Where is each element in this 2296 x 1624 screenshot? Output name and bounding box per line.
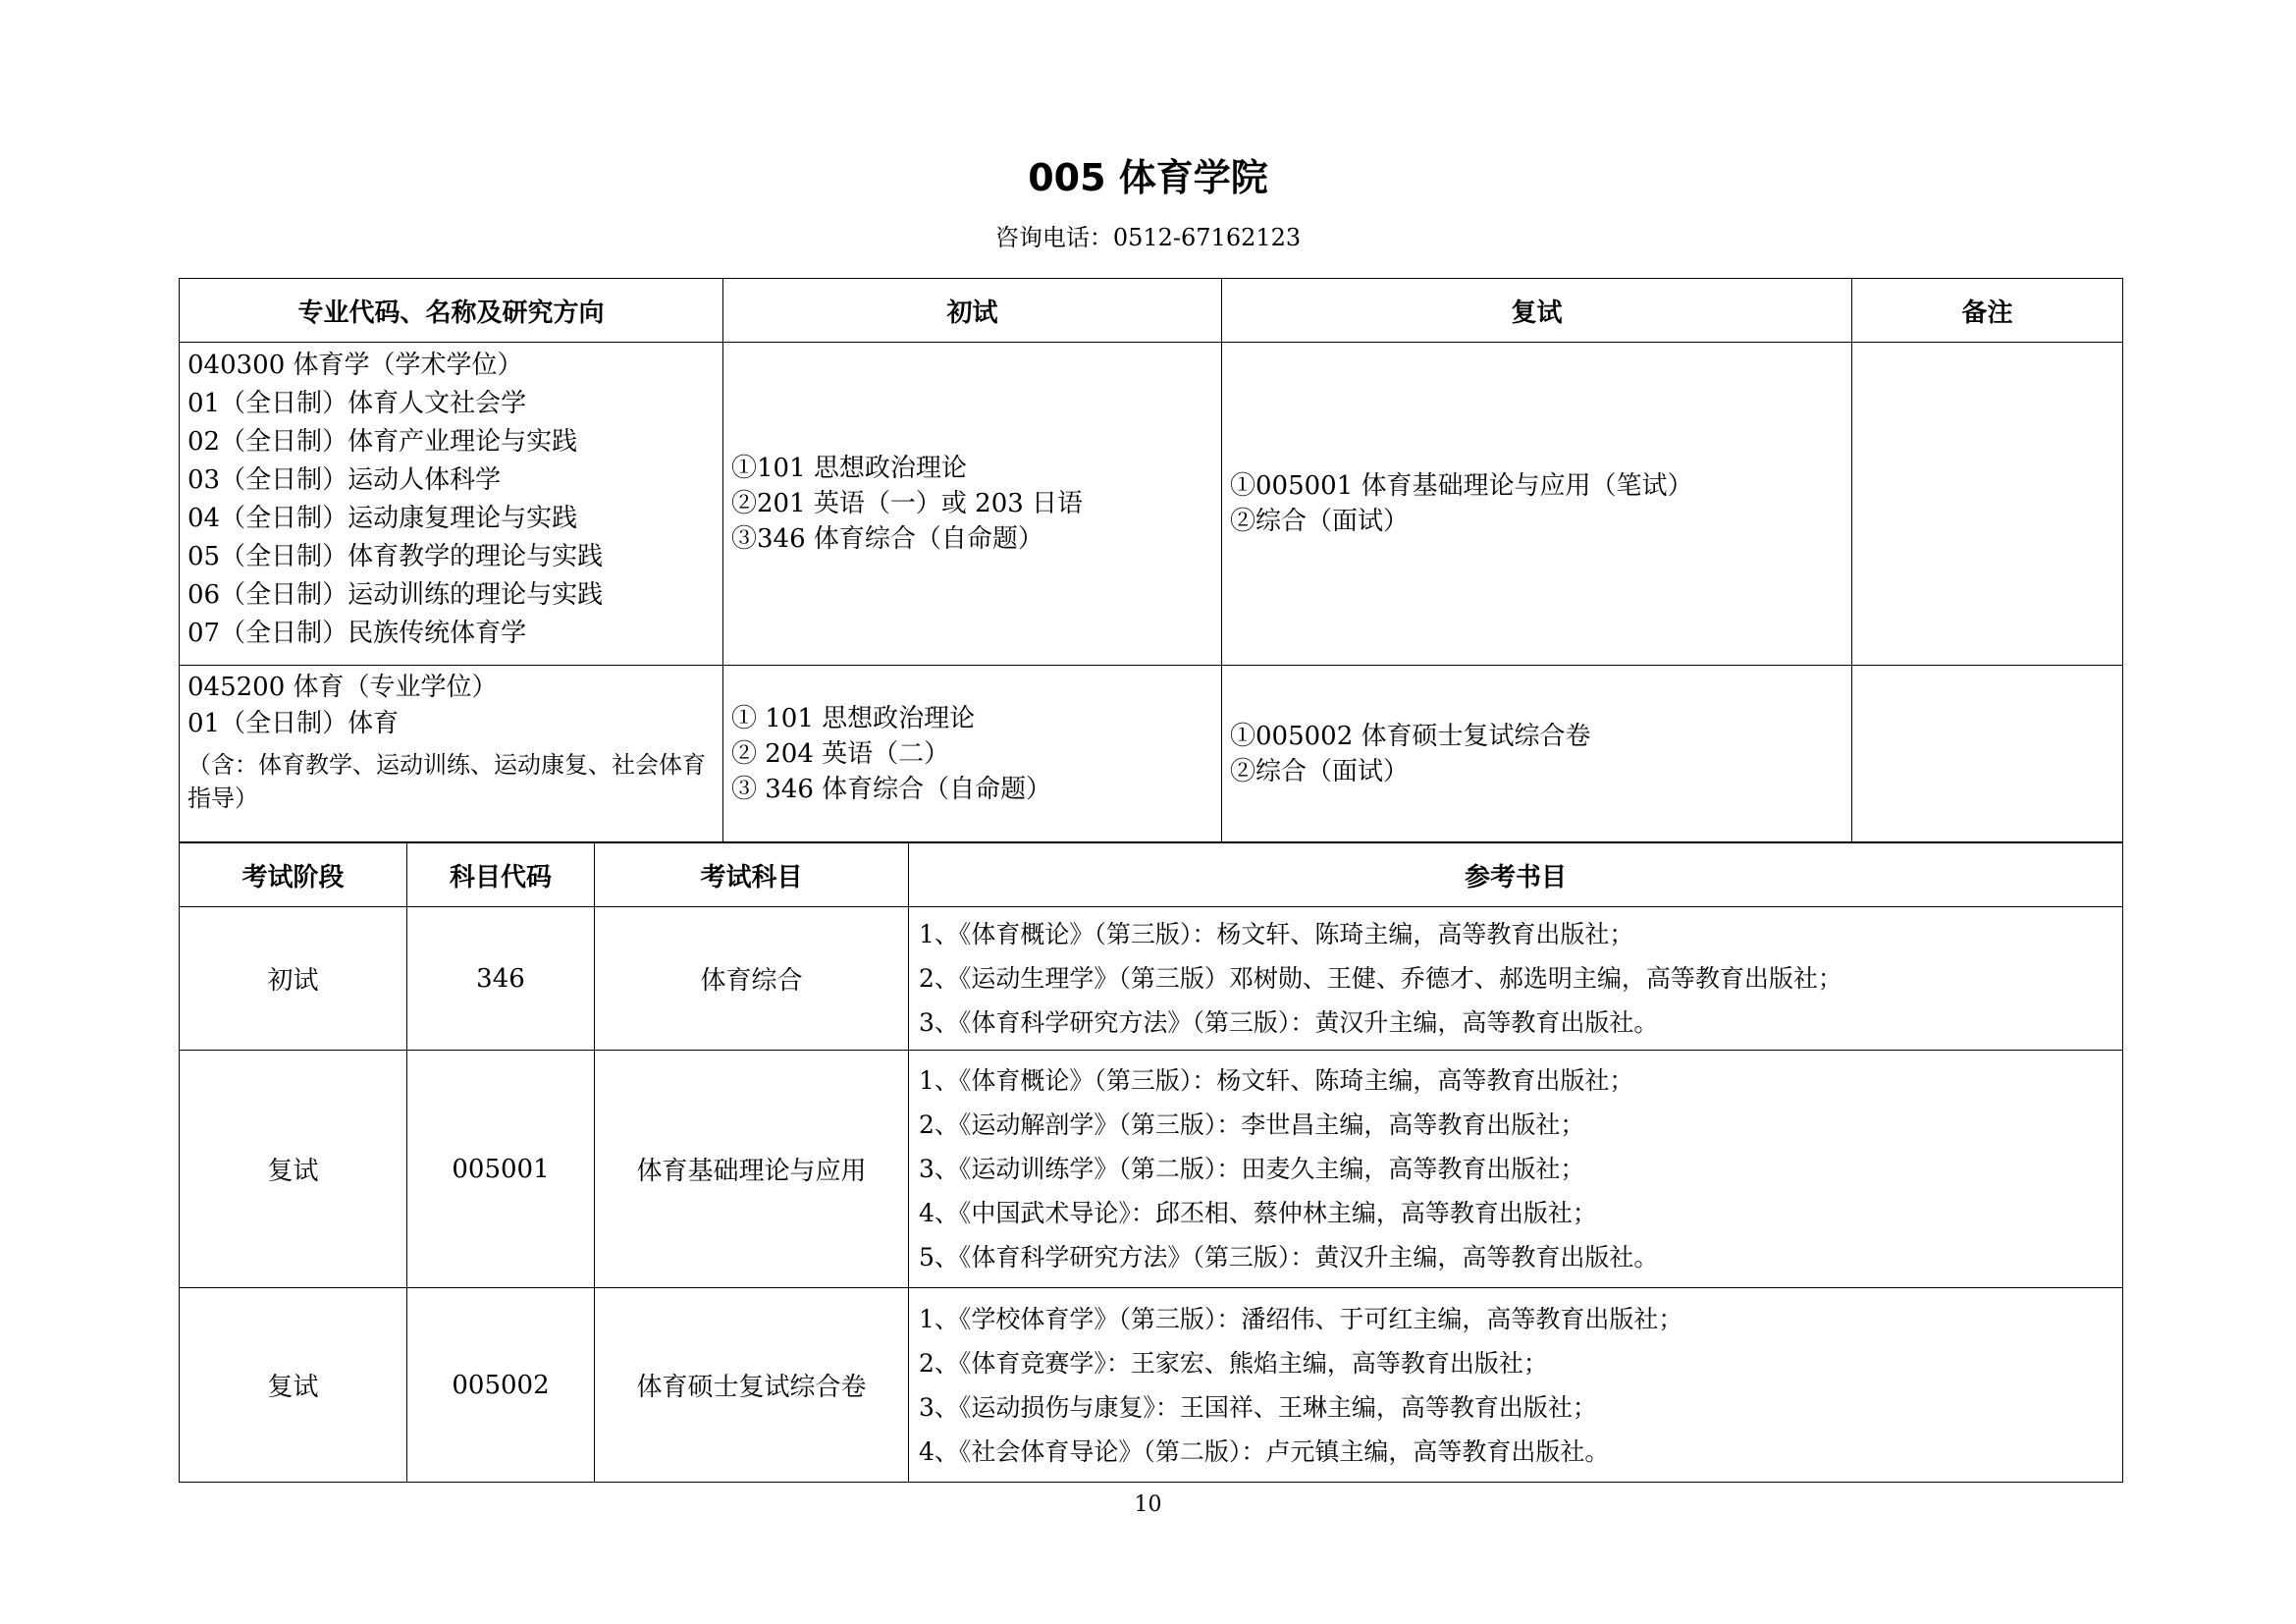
- page-title: 005 体育学院: [1028, 156, 1268, 199]
- book-item: 2、《运动生理学》（第三版）邓树勋、王健、乔德才、郝选明主编，高等教育出版社；: [919, 964, 1842, 993]
- major-line: 045200 体育（专业学位）: [187, 673, 498, 702]
- code-cell: 005002: [407, 1288, 595, 1483]
- subject-cell: 体育硕士复试综合卷: [595, 1288, 909, 1483]
- retest-line: ①005002 体育硕士复试综合卷: [1230, 721, 1591, 751]
- stage-cell: 复试: [180, 1051, 407, 1288]
- initial-line: ②201 英语（一）或 203 日语: [731, 489, 1084, 518]
- major-line: 04（全日制）运动康复理论与实践: [187, 504, 578, 533]
- subject-cell: 体育基础理论与应用: [595, 1051, 909, 1288]
- books-row: [180, 1051, 2123, 1288]
- retest-line: ①005001 体育基础理论与应用（笔试）: [1230, 471, 1693, 501]
- header-code: 科目代码: [407, 843, 595, 907]
- initial-line: ③346 体育综合（自命题）: [731, 524, 1043, 554]
- major-line: 05（全日制）体育教学的理论与实践: [187, 542, 604, 571]
- book-item: 1、《学校体育学》（第三版）：潘绍伟、于可红主编，高等教育出版社；: [919, 1304, 1683, 1333]
- retest-line: ②综合（面试）: [1230, 756, 1410, 786]
- header-initial: 初试: [723, 279, 1222, 343]
- retest-cell: [1222, 343, 1852, 666]
- book-item: 1、《体育概论》（第三版）：杨文轩、陈琦主编，高等教育出版社；: [919, 920, 1634, 948]
- book-item: 3、《运动损伤与康复》：王国祥、王琳主编，高等教育出版社；: [919, 1392, 1597, 1422]
- major-line: 01（全日制）体育: [187, 709, 400, 738]
- programs-table: [179, 278, 2123, 842]
- book-item: 3、《运动训练学》（第二版）：田麦久主编，高等教育出版社；: [919, 1155, 1585, 1183]
- major-line: 03（全日制）运动人体科学: [187, 465, 502, 495]
- initial-line: ② 204 英语（二）: [731, 738, 950, 769]
- reference-books-table: [179, 842, 2123, 1483]
- stage-cell: 复试: [180, 1288, 407, 1483]
- program-row: [180, 666, 2123, 842]
- books-header-row: [180, 843, 2123, 907]
- header-major: 专业代码、名称及研究方向: [180, 279, 723, 343]
- header-retest: 复试: [1222, 279, 1852, 343]
- retest-cell: [1222, 666, 1852, 842]
- code-cell: 005001: [407, 1051, 595, 1288]
- major-note: （含：体育教学、运动训练、运动康复、社会体育指导）: [187, 751, 706, 812]
- book-item: 2、《体育竞赛学》：王家宏、熊焰主编，高等教育出版社；: [919, 1348, 1548, 1378]
- major-line: 01（全日制）体育人文社会学: [187, 389, 527, 418]
- book-item: 2、《运动解剖学》（第三版）：李世昌主编，高等教育出版社；: [919, 1110, 1585, 1139]
- major-line: 02（全日制）体育产业理论与实践: [187, 427, 578, 457]
- major-line: 06（全日制）运动训练的理论与实践: [187, 580, 604, 610]
- remarks-cell: [1852, 666, 2123, 842]
- book-item: 5、《体育科学研究方法》（第三版）：黄汉升主编，高等教育出版社。: [919, 1243, 1659, 1272]
- header-remarks: 备注: [1852, 279, 2123, 343]
- stage-cell: 初试: [180, 907, 407, 1051]
- consult-phone: 咨询电话：0512-67162123: [994, 224, 1302, 251]
- remarks-cell: [1852, 343, 2123, 666]
- books-cell: [909, 1051, 2123, 1288]
- books-cell: [909, 1288, 2123, 1483]
- program-row: [180, 343, 2123, 666]
- initial-line: ① 101 思想政治理论: [731, 703, 976, 733]
- books-row: [180, 1288, 2123, 1483]
- initial-line: ③ 346 体育综合（自命题）: [731, 774, 1052, 804]
- subject-cell: 体育综合: [595, 907, 909, 1051]
- book-item: 3、《体育科学研究方法》（第三版）：黄汉升主编，高等教育出版社。: [919, 1008, 1659, 1037]
- programs-header-row: [180, 279, 2123, 343]
- major-line: 07（全日制）民族传统体育学: [187, 619, 527, 648]
- books-cell: [909, 907, 2123, 1051]
- major-cell: [180, 343, 723, 666]
- book-item: 4、《中国武术导论》：邱丕相、蔡仲林主编，高等教育出版社；: [919, 1199, 1597, 1227]
- page-number: 10: [1134, 1492, 1162, 1517]
- initial-cell: [723, 343, 1222, 666]
- major-line: 040300 体育学（学术学位）: [187, 351, 523, 380]
- books-row: [180, 907, 2123, 1051]
- header-books: 参考书目: [909, 843, 2123, 907]
- initial-line: ①101 思想政治理论: [731, 454, 967, 483]
- book-item: 4、《社会体育导论》（第二版）：卢元镇主编，高等教育出版社。: [919, 1436, 1610, 1466]
- code-cell: 346: [407, 907, 595, 1051]
- header-stage: 考试阶段: [180, 843, 407, 907]
- header-subject: 考试科目: [595, 843, 909, 907]
- initial-cell: [723, 666, 1222, 842]
- book-item: 1、《体育概论》（第三版）：杨文轩、陈琦主编，高等教育出版社；: [919, 1066, 1634, 1095]
- major-cell: [180, 666, 723, 842]
- retest-line: ②综合（面试）: [1230, 507, 1410, 536]
